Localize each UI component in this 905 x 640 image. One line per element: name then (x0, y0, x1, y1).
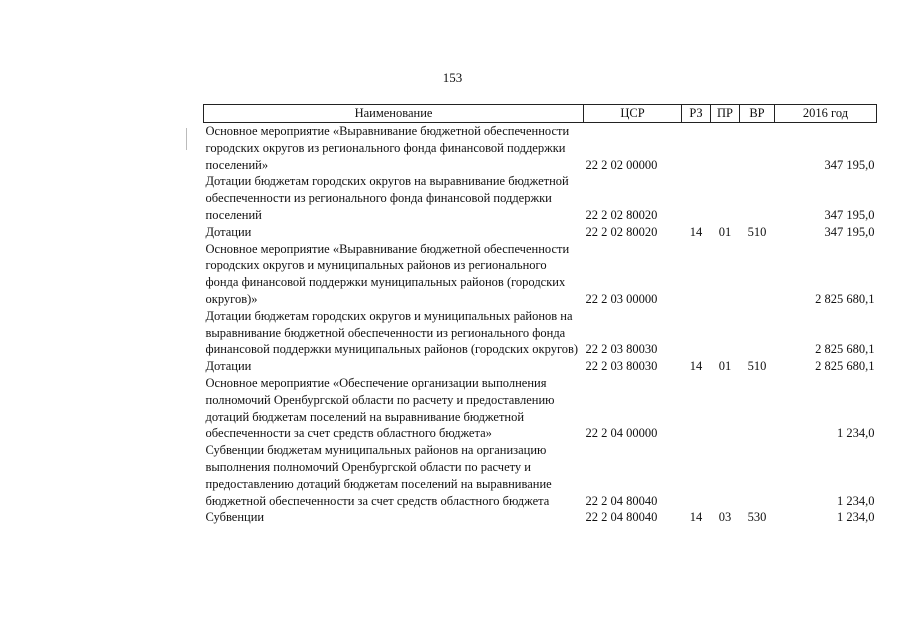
cell-name: Дотации бюджетам городских округов на выравнивание бюджетной обеспеченности из регионального фонда финансовой поддержки поселений (205, 174, 569, 222)
cell-pr (711, 241, 740, 308)
cell-name: Основное мероприятие «Выравнивание бюджетной обеспеченности городских округов и муниципальных районов из регионального фонда финансовой поддержки муниципальных районов (городских округов)» (205, 241, 570, 306)
cell-vr: 530 (747, 510, 767, 525)
table-row (204, 358, 877, 375)
cell-csr: 22 2 03 00000 (585, 291, 658, 306)
cell-rz (682, 375, 711, 442)
cell-vr (740, 442, 775, 509)
cell-amount: 2 825 680,1 (815, 359, 875, 374)
table-row (204, 123, 877, 174)
cell-vr (740, 123, 775, 174)
header-csr: ЦСР (584, 105, 682, 123)
cell-pr (711, 123, 740, 174)
cell-rz: 14 (689, 359, 703, 374)
table-row (204, 509, 877, 526)
cell-name: Субвенции бюджетам муниципальных районов на организацию выполнения полномочий Оренбургской области по расчету и предоставлению дотаций бюджетам поселений на выравнивание бюджетной обеспеченности за счет средств областного бюджета (205, 443, 552, 508)
cell-rz (682, 308, 711, 358)
header-name: Наименование (204, 105, 584, 123)
budget-table (203, 104, 877, 526)
cell-amount: 1 234,0 (837, 493, 875, 508)
cell-amount: 2 825 680,1 (815, 342, 875, 357)
table-row (204, 173, 877, 223)
cell-amount: 1 234,0 (837, 510, 875, 525)
cell-name: Субвенции (205, 510, 265, 525)
cell-csr: 22 2 03 80030 (585, 342, 658, 357)
cell-amount: 1 234,0 (837, 426, 875, 441)
page-number: 153 (442, 70, 463, 85)
cell-csr: 22 2 02 80020 (585, 224, 658, 239)
cell-csr: 22 2 02 80020 (585, 207, 658, 222)
cell-rz (682, 173, 711, 223)
table-row (204, 308, 877, 358)
cell-pr: 01 (718, 359, 732, 374)
cell-rz (682, 442, 711, 509)
scan-mark (186, 128, 187, 150)
cell-vr (740, 173, 775, 223)
cell-pr: 03 (718, 510, 732, 525)
table-row (204, 224, 877, 241)
cell-vr (740, 241, 775, 308)
header-year: 2016 год (775, 105, 877, 123)
cell-pr (711, 308, 740, 358)
cell-name: Дотации бюджетам городских округов и муниципальных районов на выравнивание бюджетной обеспеченности из регионального фонда финансовой поддержки муниципальных районов (городских округов) (205, 308, 579, 357)
cell-amount: 347 195,0 (824, 207, 875, 222)
cell-amount: 347 195,0 (824, 157, 875, 172)
cell-rz (682, 241, 711, 308)
header-vr: ВР (740, 105, 775, 123)
table-row (204, 442, 877, 509)
table-row (204, 241, 877, 308)
cell-name: Дотации (205, 224, 252, 239)
cell-csr: 22 2 04 80040 (585, 510, 658, 525)
header-rz: РЗ (682, 105, 711, 123)
cell-csr: 22 2 02 00000 (585, 157, 658, 172)
table-row (204, 375, 877, 442)
cell-rz (682, 123, 711, 174)
cell-csr: 22 2 03 80030 (585, 359, 658, 374)
cell-vr (740, 375, 775, 442)
cell-rz: 14 (689, 224, 703, 239)
cell-amount: 347 195,0 (824, 224, 875, 239)
cell-pr (711, 442, 740, 509)
cell-vr: 510 (747, 224, 767, 239)
cell-name: Дотации (205, 359, 252, 374)
cell-rz: 14 (689, 510, 703, 525)
cell-pr (711, 173, 740, 223)
cell-vr (740, 308, 775, 358)
cell-pr: 01 (718, 224, 732, 239)
cell-csr: 22 2 04 80040 (585, 493, 658, 508)
cell-csr: 22 2 04 00000 (585, 426, 658, 441)
table-header-row (204, 105, 877, 123)
header-pr: ПР (711, 105, 740, 123)
cell-name: Основное мероприятие «Обеспечение организации выполнения полномочий Оренбургской области по расчету и предоставлению дотаций бюджетам поселений на выравнивание бюджетной обеспеченности за счет средств областного бюджета» (205, 375, 555, 441)
cell-name: Основное мероприятие «Выравнивание бюджетной обеспеченности городских округов из регионального фонда финансовой поддержки поселений» (205, 124, 570, 172)
cell-pr (711, 375, 740, 442)
table-body (204, 123, 877, 527)
cell-amount: 2 825 680,1 (815, 291, 875, 306)
cell-vr: 510 (747, 359, 767, 374)
